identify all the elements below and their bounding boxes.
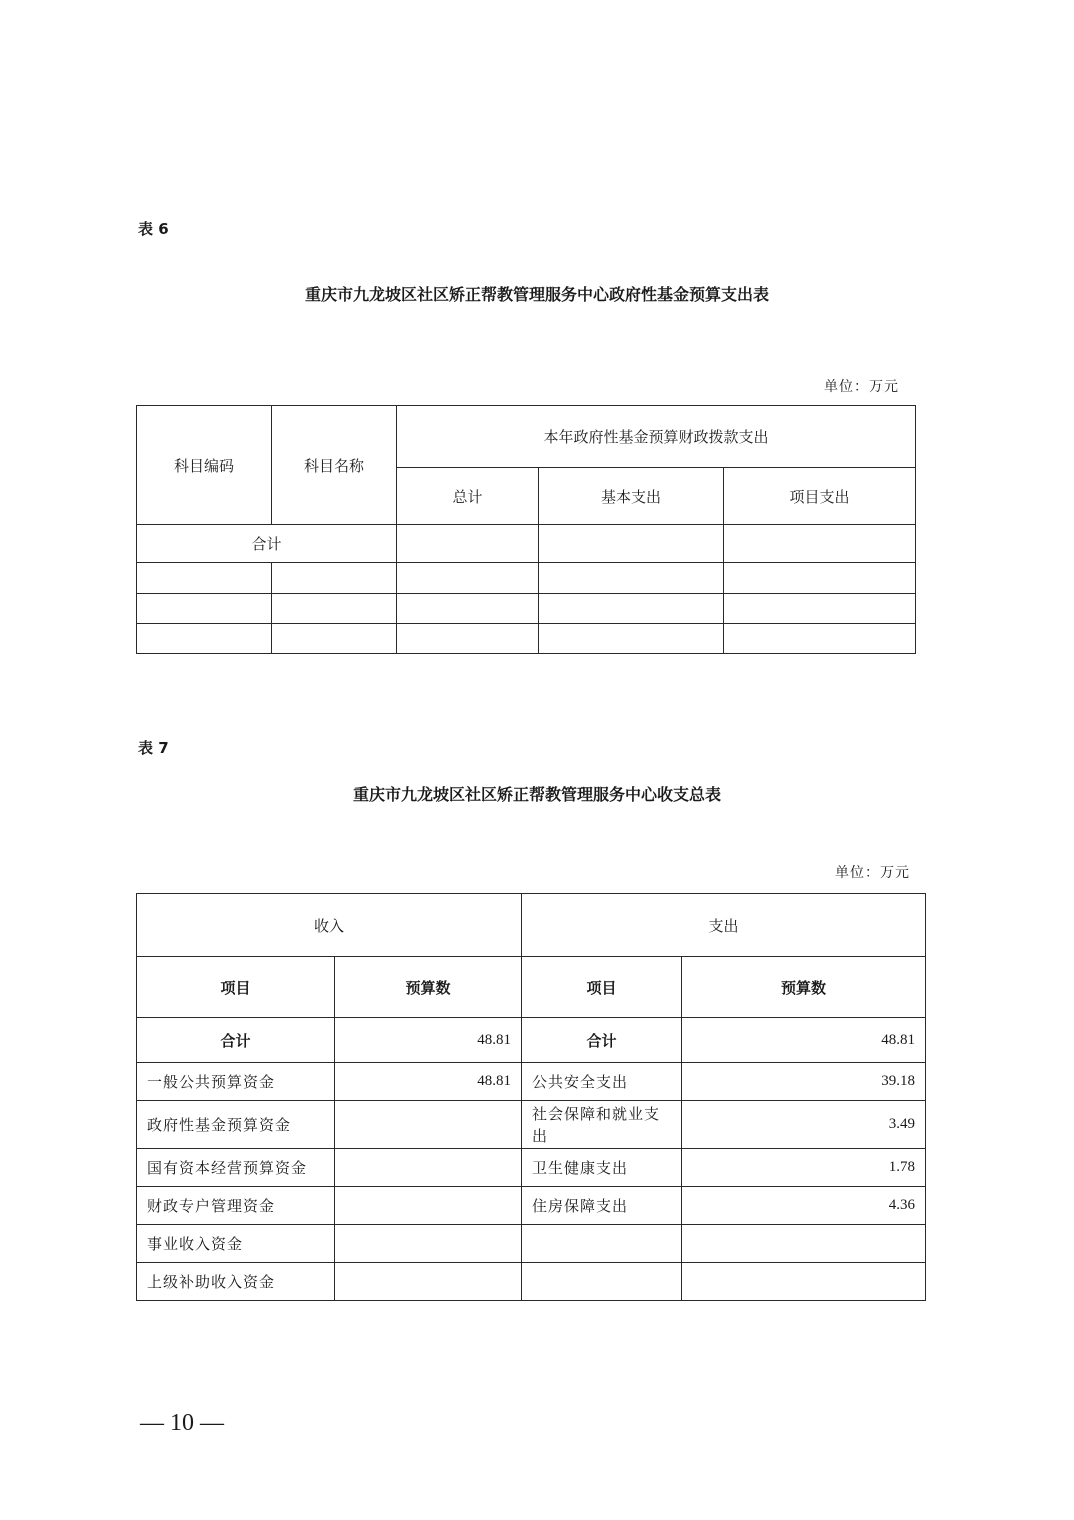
income-item: 合计	[137, 1018, 335, 1063]
table-row	[137, 1101, 926, 1149]
table-row	[137, 1149, 926, 1187]
expense-value: 3.49	[682, 1101, 926, 1149]
income-value	[335, 1225, 522, 1263]
expense-value: 48.81	[682, 1018, 926, 1063]
total-row-cell	[539, 525, 724, 563]
expense-value: 4.36	[682, 1187, 926, 1225]
income-value	[335, 1263, 522, 1301]
expense-item	[522, 1263, 682, 1301]
table-row	[137, 1263, 926, 1301]
table6-label: 表 6	[138, 220, 169, 238]
table6	[136, 405, 916, 654]
income-value	[335, 1187, 522, 1225]
table-row	[137, 594, 916, 624]
total-row-cell	[724, 525, 916, 563]
header-code: 科目编码	[137, 406, 272, 525]
expense-value	[682, 1225, 926, 1263]
income-value: 48.81	[335, 1018, 522, 1063]
page-number: — 10 —	[140, 1410, 224, 1436]
total-row-cell	[397, 525, 539, 563]
income-item: 上级补助收入资金	[137, 1263, 335, 1301]
expense-item: 合计	[522, 1018, 682, 1063]
table-row	[137, 624, 916, 654]
income-item: 政府性基金预算资金	[137, 1101, 335, 1149]
header-total: 总计	[397, 468, 539, 525]
header-income-budget: 预算数	[335, 957, 522, 1018]
header-income-item: 项目	[137, 957, 335, 1018]
expense-item: 住房保障支出	[522, 1187, 682, 1225]
expense-item	[522, 1225, 682, 1263]
table7-title: 重庆市九龙坡区社区矫正帮教管理服务中心收支总表	[352, 785, 721, 804]
table6-unit: 单位：万元	[824, 379, 899, 395]
table-row	[137, 1187, 926, 1225]
header-expense-item: 项目	[522, 957, 682, 1018]
header-project: 项目支出	[724, 468, 916, 525]
total-row-label: 合计	[137, 525, 397, 563]
table7-label: 表 7	[138, 739, 169, 757]
expense-value	[682, 1263, 926, 1301]
header-expense-budget: 预算数	[682, 957, 926, 1018]
income-item: 事业收入资金	[137, 1225, 335, 1263]
income-value	[335, 1149, 522, 1187]
income-item: 财政专户管理资金	[137, 1187, 335, 1225]
table6-title: 重庆市九龙坡区社区矫正帮教管理服务中心政府性基金预算支出表	[304, 285, 769, 304]
header-income: 收入	[137, 894, 522, 957]
header-name: 科目名称	[272, 406, 397, 525]
income-value: 48.81	[335, 1063, 522, 1101]
expense-item: 社会保障和就业支出	[522, 1101, 682, 1149]
income-item: 国有资本经营预算资金	[137, 1149, 335, 1187]
income-value	[335, 1101, 522, 1149]
table7-unit: 单位：万元	[835, 865, 910, 881]
expense-value: 39.18	[682, 1063, 926, 1101]
expense-item: 卫生健康支出	[522, 1149, 682, 1187]
table-row	[137, 1225, 926, 1263]
table-row	[137, 1063, 926, 1101]
table7	[136, 893, 926, 1301]
header-group: 本年政府性基金预算财政拨款支出	[397, 406, 916, 468]
table-row	[137, 563, 916, 594]
table-row	[137, 1018, 926, 1063]
header-expense: 支出	[522, 894, 926, 957]
income-item: 一般公共预算资金	[137, 1063, 335, 1101]
header-basic: 基本支出	[539, 468, 724, 525]
expense-value: 1.78	[682, 1149, 926, 1187]
expense-item: 公共安全支出	[522, 1063, 682, 1101]
